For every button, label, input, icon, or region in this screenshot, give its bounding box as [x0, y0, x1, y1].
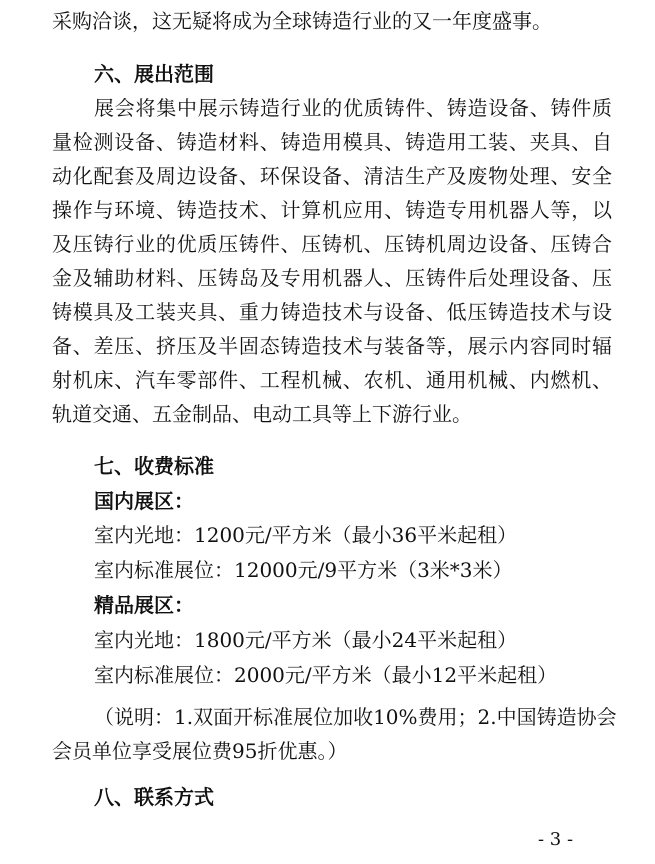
paragraph-line: 铸模具及工装夹具、重力铸造技术与设备、低压铸造技术与设 — [52, 300, 612, 324]
paragraph-line: 及压铸行业的优质压铸件、压铸机、压铸机周边设备、压铸合 — [52, 232, 612, 256]
fee-note-line: （说明：1.双面开标准展位加收10%费用；2.中国铸造协会 — [94, 705, 617, 729]
paragraph-line: 备、差压、挤压及半固态铸造技术与装备等，展示内容同时辐 — [52, 334, 612, 358]
fee-item: 室内光地：1200元/平方米（最小36平米起租） — [94, 523, 518, 547]
fee-item: 室内标准展位：2000元/平方米（最小12平米起租） — [94, 663, 558, 687]
section-heading-contact: 八、联系方式 — [94, 785, 214, 809]
section-heading-exhibit-scope: 六、展出范围 — [94, 62, 214, 86]
paragraph-line: 轨道交通、五金制品、电动工具等上下游行业。 — [52, 402, 472, 426]
subheading-premium-area: 精品展区： — [94, 593, 194, 617]
paragraph-line: 金及辅助材料、压铸岛及专用机器人、压铸件后处理设备、压 — [52, 266, 612, 290]
fee-item: 室内标准展位：12000元/9平方米（3米*3米） — [94, 558, 513, 582]
paragraph-line: 展会将集中展示铸造行业的优质铸件、铸造设备、铸件质 — [94, 96, 612, 120]
paragraph-line: 动化配套及周边设备、环保设备、清洁生产及废物处理、安全 — [52, 164, 612, 188]
fee-note-line: 会员单位享受展位费95折优惠。） — [52, 739, 348, 763]
page-number: - 3 - — [538, 829, 574, 850]
paragraph-line: 射机床、汽车零部件、工程机械、农机、通用机械、内燃机、 — [52, 368, 612, 392]
paragraph-line: 操作与环境、铸造技术、计算机应用、铸造专用机器人等，以 — [52, 198, 612, 222]
paragraph-line: 量检测设备、铸造材料、铸造用模具、铸造用工装、夹具、自 — [52, 130, 612, 154]
paragraph-line-intro-tail: 采购洽谈，这无疑将成为全球铸造行业的又一年度盛事。 — [52, 9, 552, 33]
fee-item: 室内光地：1800元/平方米（最小24平米起租） — [94, 628, 518, 652]
section-heading-fees: 七、收费标准 — [94, 454, 214, 478]
subheading-domestic-area: 国内展区： — [94, 489, 194, 513]
